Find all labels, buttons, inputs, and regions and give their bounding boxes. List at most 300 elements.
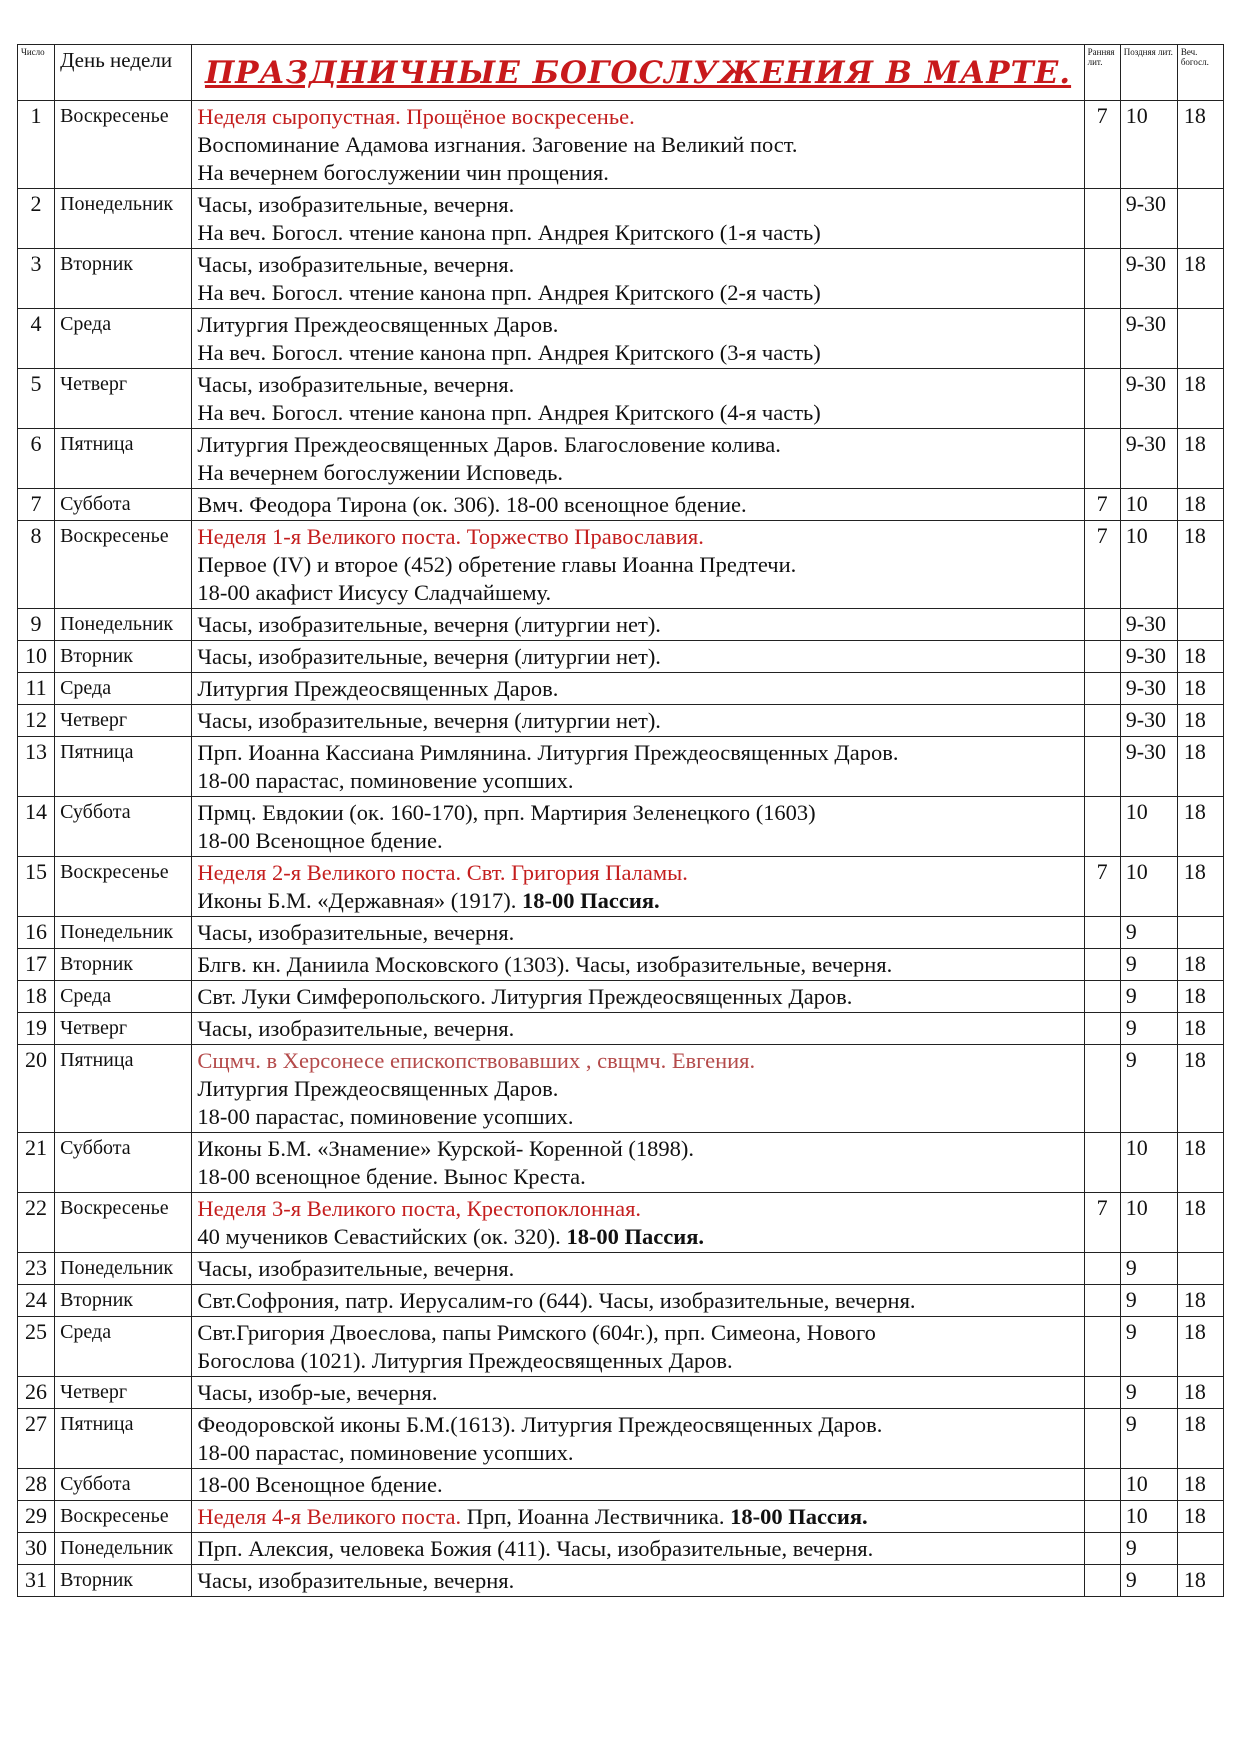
table-row <box>18 1565 1224 1597</box>
description-line <box>197 431 1083 459</box>
description-line <box>197 159 1083 187</box>
description-line <box>197 1195 1083 1223</box>
date-number: 30 <box>18 1533 55 1565</box>
weekday: Среда <box>55 1317 192 1377</box>
text-segment: 18-00 акафист Иисусу Сладчайшему. <box>197 580 552 605</box>
date-number: 24 <box>18 1285 55 1317</box>
date-number: 31 <box>18 1565 55 1597</box>
late-liturgy-time: 9-30 <box>1120 249 1177 309</box>
late-liturgy-time: 9-30 <box>1120 737 1177 797</box>
evening-service-time <box>1177 917 1223 949</box>
page-title: ПРАЗДНИЧНЫЕ БОГОСЛУЖЕНИЯ В МАРТЕ. <box>204 54 1072 91</box>
late-liturgy-time: 9-30 <box>1120 309 1177 369</box>
early-liturgy-time <box>1084 249 1120 309</box>
date-number: 14 <box>18 797 55 857</box>
description-line <box>197 191 1083 219</box>
service-description <box>192 1013 1084 1045</box>
date-number: 27 <box>18 1409 55 1469</box>
header-late-label: Поздняя лит. <box>1123 47 1173 57</box>
early-liturgy-time <box>1084 1533 1120 1565</box>
table-row <box>18 1013 1224 1045</box>
description-line <box>197 131 1083 159</box>
text-segment: Часы, изобразительные, вечерня. <box>197 1256 515 1281</box>
description-line <box>197 859 1083 887</box>
bold-text: 18-00 Пассия. <box>730 1504 868 1529</box>
weekday: Воскресенье <box>55 857 192 917</box>
table-row <box>18 949 1224 981</box>
weekday: Воскресенье <box>55 1501 192 1533</box>
description-line <box>197 399 1083 427</box>
early-liturgy-time: 7 <box>1084 1193 1120 1253</box>
date-number: 22 <box>18 1193 55 1253</box>
evening-service-time: 18 <box>1177 1409 1223 1469</box>
early-liturgy-time <box>1084 641 1120 673</box>
description-line <box>197 739 1083 767</box>
weekday: Понедельник <box>55 1533 192 1565</box>
text-segment: Часы, изобр-ые, вечерня. <box>197 1380 438 1405</box>
evening-service-time: 18 <box>1177 641 1223 673</box>
service-description <box>192 1133 1084 1193</box>
description-line <box>197 1047 1083 1075</box>
header-day-label: День недели <box>55 45 192 101</box>
description-line <box>197 311 1083 339</box>
evening-service-time <box>1177 1253 1223 1285</box>
service-description <box>192 189 1084 249</box>
date-number: 29 <box>18 1501 55 1533</box>
early-liturgy-time <box>1084 1317 1120 1377</box>
early-liturgy-time <box>1084 705 1120 737</box>
table-row <box>18 429 1224 489</box>
text-segment: Свт.Григория Двоеслова, папы Римского (604г.), прп. Симеона, Нового <box>197 1320 876 1345</box>
weekday: Понедельник <box>55 609 192 641</box>
text-segment: Иконы Б.М. «Державная» (1917). <box>197 888 523 913</box>
description-line <box>197 951 1083 979</box>
date-number: 15 <box>18 857 55 917</box>
description-line <box>197 675 1083 703</box>
late-liturgy-time: 9 <box>1120 1045 1177 1133</box>
description-line <box>197 1135 1083 1163</box>
text-segment: 18-00 парастас, поминовение усопших. <box>197 1104 574 1129</box>
late-liturgy-time: 10 <box>1120 857 1177 917</box>
late-liturgy-time: 9 <box>1120 1317 1177 1377</box>
text-segment: Часы, изобразительные, вечерня (литургии нет). <box>197 612 661 637</box>
table-row <box>18 1469 1224 1501</box>
header-num-cell <box>18 45 55 101</box>
table-row <box>18 1045 1224 1133</box>
evening-service-time: 18 <box>1177 737 1223 797</box>
schedule-sheet <box>17 44 1224 1597</box>
description-line <box>197 459 1083 487</box>
header-late-cell <box>1120 45 1177 101</box>
table-row <box>18 189 1224 249</box>
description-line <box>197 887 1083 915</box>
date-number: 17 <box>18 949 55 981</box>
description-line <box>197 251 1083 279</box>
weekday: Четверг <box>55 705 192 737</box>
weekday: Среда <box>55 981 192 1013</box>
text-segment: Часы, изобразительные, вечерня. <box>197 1016 515 1041</box>
text-segment: 18-00 Всенощное бдение. <box>197 828 443 853</box>
early-liturgy-time <box>1084 1377 1120 1409</box>
table-row <box>18 705 1224 737</box>
text-segment: Вмч. Феодора Тирона (ок. 306). 18-00 всенощное бдение. <box>197 492 747 517</box>
service-description <box>192 705 1084 737</box>
text-segment: Свт. Луки Симферопольского. Литургия Преждеосвященных Даров. <box>197 984 853 1009</box>
early-liturgy-time: 7 <box>1084 857 1120 917</box>
table-row <box>18 489 1224 521</box>
early-liturgy-time <box>1084 1253 1120 1285</box>
text-segment: Богослова (1021). Литургия Преждеосвященных Даров. <box>197 1348 733 1373</box>
text-segment: Литургия Преждеосвященных Даров. <box>197 676 559 701</box>
feast-text: Сщмч. в Херсонесе епископствовавших , свщмч. Евгения. <box>197 1048 756 1073</box>
service-description <box>192 429 1084 489</box>
text-segment: Иконы Б.М. «Знамение» Курской- Коренной (1898). <box>197 1136 694 1161</box>
evening-service-time <box>1177 309 1223 369</box>
text-segment: Прп, Иоанна Лествичника. <box>461 1504 731 1529</box>
header-row <box>18 45 1224 101</box>
text-segment: Литургия Преждеосвященных Даров. <box>197 312 559 337</box>
description-line <box>197 371 1083 399</box>
early-liturgy-time <box>1084 1285 1120 1317</box>
date-number: 23 <box>18 1253 55 1285</box>
service-description <box>192 609 1084 641</box>
late-liturgy-time: 9 <box>1120 1565 1177 1597</box>
text-segment: 18-00 всенощное бдение. Вынос Креста. <box>197 1164 586 1189</box>
service-description <box>192 673 1084 705</box>
evening-service-time: 18 <box>1177 1565 1223 1597</box>
weekday: Пятница <box>55 429 192 489</box>
early-liturgy-time: 7 <box>1084 489 1120 521</box>
text-segment: Часы, изобразительные, вечерня. <box>197 192 515 217</box>
weekday: Четверг <box>55 1377 192 1409</box>
weekday: Вторник <box>55 1285 192 1317</box>
date-number: 13 <box>18 737 55 797</box>
table-row <box>18 521 1224 609</box>
weekday: Пятница <box>55 1409 192 1469</box>
weekday: Вторник <box>55 1565 192 1597</box>
early-liturgy-time <box>1084 369 1120 429</box>
service-description <box>192 949 1084 981</box>
feast-text: Неделя 4-я Великого поста. <box>197 1504 462 1529</box>
evening-service-time: 18 <box>1177 981 1223 1013</box>
table-row <box>18 1501 1224 1533</box>
service-description <box>192 737 1084 797</box>
date-number: 1 <box>18 101 55 189</box>
table-row <box>18 917 1224 949</box>
date-number: 16 <box>18 917 55 949</box>
service-description <box>192 857 1084 917</box>
table-row <box>18 369 1224 429</box>
late-liturgy-time: 9 <box>1120 1013 1177 1045</box>
table-row <box>18 609 1224 641</box>
date-number: 21 <box>18 1133 55 1193</box>
service-description <box>192 1253 1084 1285</box>
description-line <box>197 643 1083 671</box>
description-line <box>197 1287 1083 1315</box>
late-liturgy-time: 10 <box>1120 1501 1177 1533</box>
text-segment: Первое (IV) и второе (452) обретение главы Иоанна Предтечи. <box>197 552 797 577</box>
weekday: Понедельник <box>55 917 192 949</box>
evening-service-time: 18 <box>1177 521 1223 609</box>
text-segment: 18-00 Всенощное бдение. <box>197 1472 443 1497</box>
evening-service-time: 18 <box>1177 1469 1223 1501</box>
weekday: Понедельник <box>55 1253 192 1285</box>
late-liturgy-time: 9-30 <box>1120 429 1177 489</box>
service-description <box>192 1285 1084 1317</box>
early-liturgy-time <box>1084 189 1120 249</box>
service-description <box>192 641 1084 673</box>
header-evening-cell <box>1177 45 1223 101</box>
text-segment: На веч. Богосл. чтение канона прп. Андрея Критского (2-я часть) <box>197 280 821 305</box>
description-line <box>197 799 1083 827</box>
early-liturgy-time <box>1084 1565 1120 1597</box>
date-number: 25 <box>18 1317 55 1377</box>
text-segment: Часы, изобразительные, вечерня. <box>197 252 515 277</box>
description-line <box>197 1319 1083 1347</box>
date-number: 12 <box>18 705 55 737</box>
table-row <box>18 737 1224 797</box>
service-description <box>192 1533 1084 1565</box>
late-liturgy-time: 9-30 <box>1120 673 1177 705</box>
text-segment: Литургия Преждеосвященных Даров. <box>197 1076 559 1101</box>
late-liturgy-time: 10 <box>1120 797 1177 857</box>
table-row <box>18 1409 1224 1469</box>
late-liturgy-time: 10 <box>1120 101 1177 189</box>
table-row <box>18 1377 1224 1409</box>
early-liturgy-time <box>1084 673 1120 705</box>
early-liturgy-time <box>1084 917 1120 949</box>
header-early-label: Ранняя лит. <box>1087 47 1115 67</box>
early-liturgy-time <box>1084 1409 1120 1469</box>
evening-service-time: 18 <box>1177 429 1223 489</box>
date-number: 18 <box>18 981 55 1013</box>
weekday: Вторник <box>55 949 192 981</box>
weekday: Вторник <box>55 641 192 673</box>
weekday: Четверг <box>55 369 192 429</box>
date-number: 9 <box>18 609 55 641</box>
text-segment: Свт.Софрония, патр. Иерусалим-го (644). Часы, изобразительные, вечерня. <box>197 1288 916 1313</box>
weekday: Воскресенье <box>55 101 192 189</box>
early-liturgy-time <box>1084 429 1120 489</box>
table-row <box>18 249 1224 309</box>
date-number: 26 <box>18 1377 55 1409</box>
evening-service-time: 18 <box>1177 673 1223 705</box>
description-line <box>197 1503 1083 1531</box>
evening-service-time: 18 <box>1177 797 1223 857</box>
late-liturgy-time: 9 <box>1120 981 1177 1013</box>
evening-service-time: 18 <box>1177 1193 1223 1253</box>
weekday: Пятница <box>55 1045 192 1133</box>
description-line <box>197 1535 1083 1563</box>
description-line <box>197 1163 1083 1191</box>
text-segment: Часы, изобразительные, вечерня (литургии нет). <box>197 708 661 733</box>
weekday: Четверг <box>55 1013 192 1045</box>
description-line <box>197 491 1083 519</box>
table-row <box>18 1133 1224 1193</box>
late-liturgy-time: 9-30 <box>1120 705 1177 737</box>
early-liturgy-time <box>1084 1469 1120 1501</box>
description-line <box>197 983 1083 1011</box>
weekday: Вторник <box>55 249 192 309</box>
late-liturgy-time: 9 <box>1120 949 1177 981</box>
evening-service-time: 18 <box>1177 1377 1223 1409</box>
schedule-table <box>17 44 1224 1597</box>
late-liturgy-time: 9 <box>1120 1377 1177 1409</box>
table-row <box>18 1317 1224 1377</box>
text-segment: 18-00 парастас, поминовение усопших. <box>197 768 574 793</box>
date-number: 4 <box>18 309 55 369</box>
service-description <box>192 1045 1084 1133</box>
service-description <box>192 521 1084 609</box>
early-liturgy-time: 7 <box>1084 521 1120 609</box>
early-liturgy-time <box>1084 737 1120 797</box>
late-liturgy-time: 9 <box>1120 917 1177 949</box>
evening-service-time <box>1177 189 1223 249</box>
weekday: Среда <box>55 673 192 705</box>
text-segment: На вечернем богослужении Исповедь. <box>197 460 563 485</box>
description-line <box>197 1439 1083 1467</box>
evening-service-time: 18 <box>1177 705 1223 737</box>
evening-service-time <box>1177 1533 1223 1565</box>
header-num-label: Число <box>21 47 45 57</box>
text-segment: Часы, изобразительные, вечерня. <box>197 920 515 945</box>
evening-service-time: 18 <box>1177 489 1223 521</box>
service-description <box>192 797 1084 857</box>
weekday: Суббота <box>55 1133 192 1193</box>
table-row <box>18 673 1224 705</box>
date-number: 19 <box>18 1013 55 1045</box>
early-liturgy-time <box>1084 1045 1120 1133</box>
table-row <box>18 101 1224 189</box>
text-segment: Часы, изобразительные, вечерня. <box>197 372 515 397</box>
date-number: 3 <box>18 249 55 309</box>
service-description <box>192 489 1084 521</box>
description-line <box>197 1075 1083 1103</box>
schedule-body <box>18 101 1224 1597</box>
evening-service-time <box>1177 609 1223 641</box>
description-line <box>197 1015 1083 1043</box>
early-liturgy-time <box>1084 797 1120 857</box>
weekday: Воскресенье <box>55 521 192 609</box>
feast-text: Неделя сыропустная. Прощёное воскресенье. <box>197 104 635 129</box>
description-line <box>197 827 1083 855</box>
table-row <box>18 641 1224 673</box>
table-row <box>18 1193 1224 1253</box>
late-liturgy-time: 10 <box>1120 1193 1177 1253</box>
late-liturgy-time: 10 <box>1120 1469 1177 1501</box>
weekday: Суббота <box>55 1469 192 1501</box>
service-description <box>192 917 1084 949</box>
weekday: Суббота <box>55 489 192 521</box>
service-description <box>192 1469 1084 1501</box>
early-liturgy-time <box>1084 309 1120 369</box>
description-line <box>197 707 1083 735</box>
table-row <box>18 1253 1224 1285</box>
table-row <box>18 309 1224 369</box>
description-line <box>197 1567 1083 1595</box>
late-liturgy-time: 9-30 <box>1120 641 1177 673</box>
evening-service-time: 18 <box>1177 857 1223 917</box>
text-segment: Часы, изобразительные, вечерня. <box>197 1568 515 1593</box>
description-line <box>197 551 1083 579</box>
text-segment: Часы, изобразительные, вечерня (литургии нет). <box>197 644 661 669</box>
description-line <box>197 919 1083 947</box>
evening-service-time: 18 <box>1177 369 1223 429</box>
weekday: Среда <box>55 309 192 369</box>
table-row <box>18 1533 1224 1565</box>
early-liturgy-time <box>1084 949 1120 981</box>
evening-service-time: 18 <box>1177 1501 1223 1533</box>
early-liturgy-time <box>1084 1013 1120 1045</box>
text-segment: 40 мучеников Севастийских (ок. 320). <box>197 1224 567 1249</box>
description-line <box>197 1411 1083 1439</box>
bold-text: 18-00 Пассия. <box>522 888 660 913</box>
service-description <box>192 1501 1084 1533</box>
evening-service-time: 18 <box>1177 1285 1223 1317</box>
table-row <box>18 1285 1224 1317</box>
late-liturgy-time: 9 <box>1120 1253 1177 1285</box>
service-description <box>192 1193 1084 1253</box>
table-row <box>18 857 1224 917</box>
late-liturgy-time: 10 <box>1120 521 1177 609</box>
evening-service-time: 18 <box>1177 1045 1223 1133</box>
feast-text: Неделя 1-я Великого поста. Торжество Православия. <box>197 524 704 549</box>
weekday: Понедельник <box>55 189 192 249</box>
text-segment: Феодоровской иконы Б.М.(1613). Литургия Преждеосвященных Даров. <box>197 1412 883 1437</box>
bold-text: 18-00 Пассия. <box>566 1224 705 1249</box>
late-liturgy-time: 9-30 <box>1120 609 1177 641</box>
early-liturgy-time: 7 <box>1084 101 1120 189</box>
late-liturgy-time: 10 <box>1120 489 1177 521</box>
date-number: 10 <box>18 641 55 673</box>
evening-service-time: 18 <box>1177 1317 1223 1377</box>
late-liturgy-time: 9-30 <box>1120 369 1177 429</box>
early-liturgy-time <box>1084 981 1120 1013</box>
service-description <box>192 249 1084 309</box>
header-early-cell <box>1084 45 1120 101</box>
late-liturgy-time: 9 <box>1120 1285 1177 1317</box>
service-description <box>192 1377 1084 1409</box>
date-number: 7 <box>18 489 55 521</box>
evening-service-time: 18 <box>1177 949 1223 981</box>
date-number: 28 <box>18 1469 55 1501</box>
late-liturgy-time: 9 <box>1120 1533 1177 1565</box>
service-description <box>192 1317 1084 1377</box>
date-number: 2 <box>18 189 55 249</box>
text-segment: На веч. Богосл. чтение канона прп. Андрея Критского (4-я часть) <box>197 400 821 425</box>
description-line <box>197 103 1083 131</box>
description-line <box>197 1223 1083 1251</box>
text-segment: Литургия Преждеосвященных Даров. Благословение колива. <box>197 432 781 457</box>
text-segment: Прмц. Евдокии (ок. 160-170), прп. Мартирия Зеленецкого (1603) <box>197 800 816 825</box>
text-segment: 18-00 парастас, поминовение усопших. <box>197 1440 574 1465</box>
weekday: Суббота <box>55 797 192 857</box>
description-line <box>197 1379 1083 1407</box>
text-segment: На вечернем богослужении чин прощения. <box>197 160 609 185</box>
description-line <box>197 1255 1083 1283</box>
evening-service-time: 18 <box>1177 101 1223 189</box>
text-segment: Прп. Иоанна Кассиана Римлянина. Литургия Преждеосвященных Даров. <box>197 740 899 765</box>
service-description <box>192 101 1084 189</box>
text-segment: На веч. Богосл. чтение канона прп. Андрея Критского (3-я часть) <box>197 340 821 365</box>
description-line <box>197 1471 1083 1499</box>
early-liturgy-time <box>1084 609 1120 641</box>
weekday: Пятница <box>55 737 192 797</box>
description-line <box>197 579 1083 607</box>
date-number: 20 <box>18 1045 55 1133</box>
feast-text: Неделя 2-я Великого поста. Свт. Григория Паламы. <box>197 860 688 885</box>
description-line <box>197 339 1083 367</box>
